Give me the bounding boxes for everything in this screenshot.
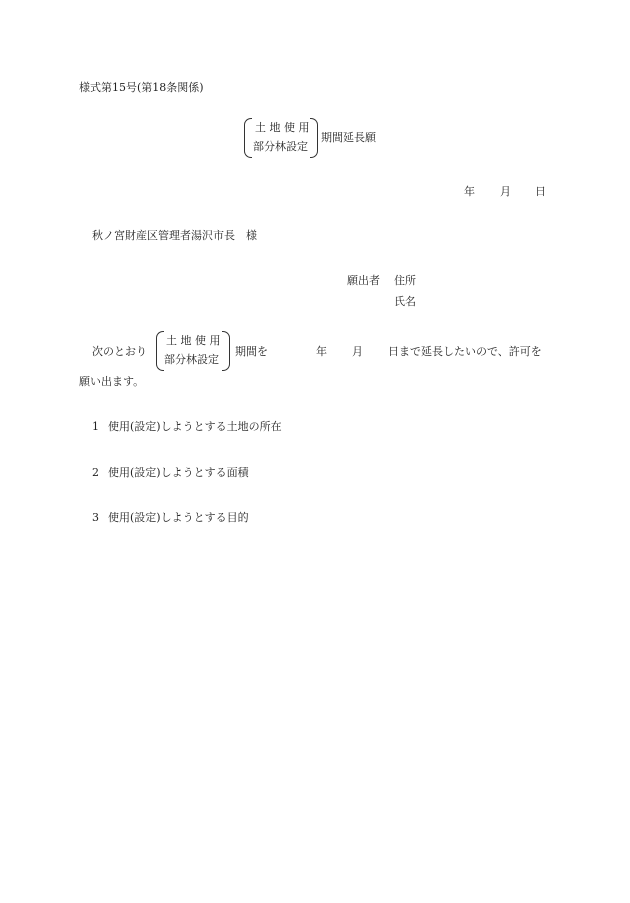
title-option-land: 土 地 使 用 <box>255 121 310 134</box>
period-label: 期間を <box>235 345 268 358</box>
list-item <box>92 467 249 478</box>
body-month-label: 月 <box>352 345 363 358</box>
body-tail: 日まで延長したいので、許可を <box>388 345 542 358</box>
title-options <box>244 118 318 156</box>
body-options <box>156 331 230 369</box>
applicant-label: 願出者 <box>347 274 380 287</box>
form-number: 様式第15号(第18条関係) <box>79 81 204 94</box>
right-bracket <box>310 118 318 158</box>
title-suffix: 期間延長願 <box>321 131 376 144</box>
body-prefix: 次のとおり <box>92 345 147 358</box>
body-year-label: 年 <box>316 345 327 358</box>
item-number: 3 <box>92 511 99 524</box>
date-day-label: 日 <box>535 185 546 198</box>
item-text: 使用(設定)しようとする目的 <box>108 511 249 524</box>
body-line2: 願い出ます。 <box>79 375 145 388</box>
address-label: 住所 <box>394 274 416 287</box>
body-option-forest: 部分林設定 <box>164 353 219 366</box>
left-bracket <box>244 118 252 158</box>
date-month-label: 月 <box>500 185 511 198</box>
item-number: 1 <box>92 420 99 433</box>
name-label: 氏名 <box>394 295 416 308</box>
date-year-label: 年 <box>464 185 475 198</box>
list-item <box>92 512 249 523</box>
item-text: 使用(設定)しようとする面積 <box>108 466 249 479</box>
addressee: 秋ノ宮財産区管理者湯沢市長 様 <box>92 229 257 242</box>
left-bracket <box>156 331 164 371</box>
title-option-forest: 部分林設定 <box>253 140 308 153</box>
right-bracket <box>222 331 230 371</box>
body-option-land: 土 地 使 用 <box>166 334 221 347</box>
list-item <box>92 421 282 432</box>
item-number: 2 <box>92 466 99 479</box>
item-text: 使用(設定)しようとする土地の所在 <box>108 420 282 433</box>
